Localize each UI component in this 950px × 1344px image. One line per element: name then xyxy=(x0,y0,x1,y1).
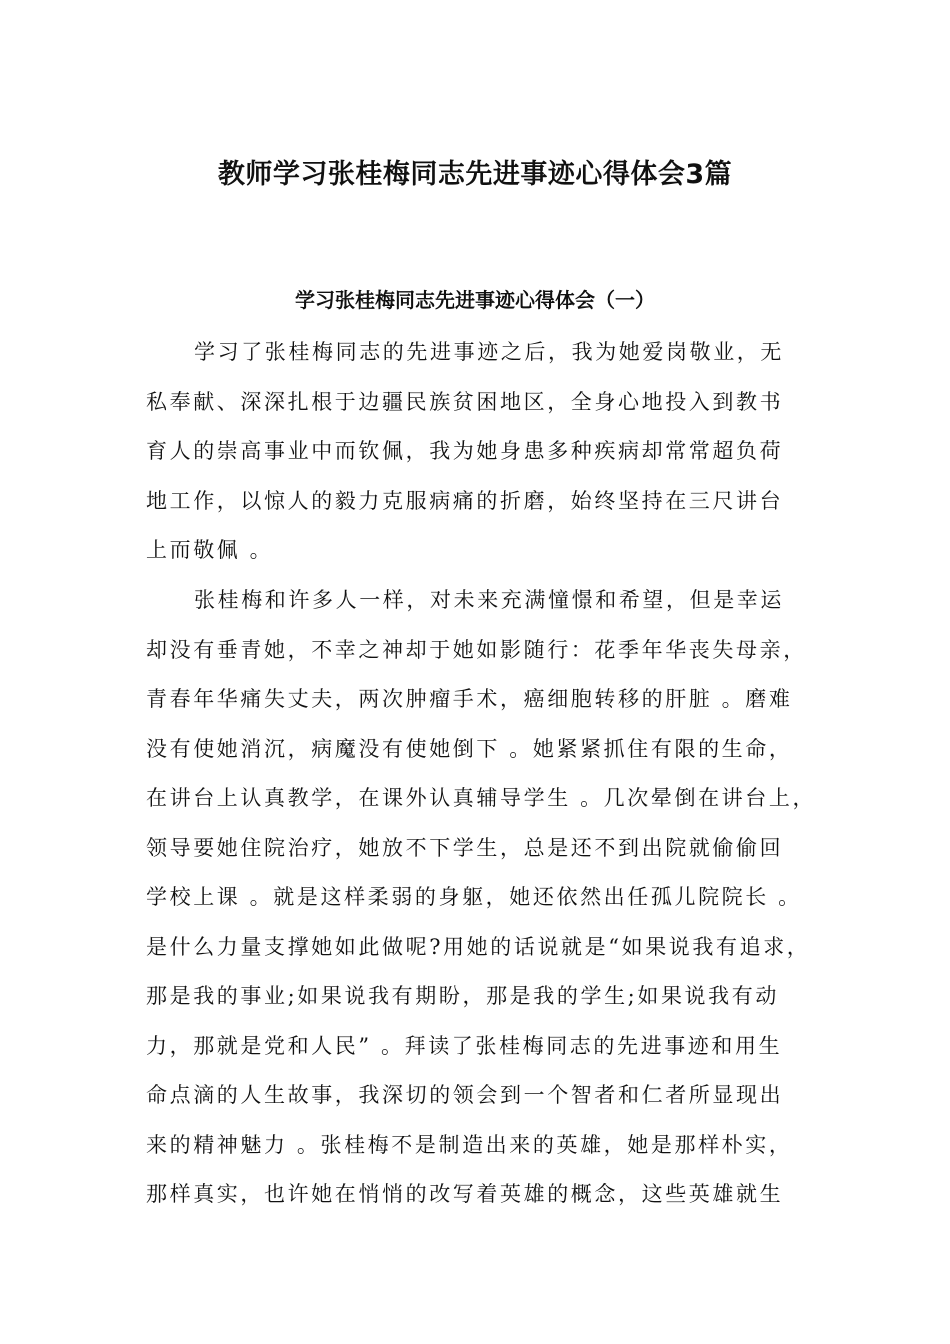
paragraph-line: 上而敬佩 。 xyxy=(146,538,274,562)
paragraph-line: 在讲台上认真教学，在课外认真辅导学生 。几次晕倒在讲台上， xyxy=(146,786,817,810)
paragraph-line: 力，那就是党和人民” 。拜读了张桂梅同志的先进事迹和用生 xyxy=(146,1033,783,1058)
paragraph-line: 来的精神魅力 。张桂梅不是制造出来的英雄，她是那样朴实， xyxy=(146,1132,793,1157)
paragraph-line: 没有使她消沉，病魔没有使她倒下 。她紧紧抓住有限的生命， xyxy=(146,736,793,761)
paragraph-line: 那是我的事业;如果说我有期盼，那是我的学生;如果说我有动 xyxy=(146,984,779,1008)
paragraph-line: 学习了张桂梅同志的先进事迹之后，我为她爱岗敬业，无 xyxy=(194,340,784,364)
paragraph-2 xyxy=(146,576,826,1220)
paragraph-line: 私奉献、深深扎根于边疆民族贫困地区，全身心地投入到教书 xyxy=(146,389,784,414)
paragraph-1 xyxy=(146,328,826,576)
section-title: 学习张桂梅同志先进事迹心得体会（一） xyxy=(295,288,655,312)
paragraph-line: 育人的崇高事业中而钦佩，我为她身患多种疾病却常常超负荷 xyxy=(146,439,784,463)
paragraph-line: 是什么力量支撑她如此做呢?用她的话说就是“如果说我有追求， xyxy=(146,934,811,959)
paragraph-line: 地工作，以惊人的毅力克服病痛的折磨，始终坚持在三尺讲台 xyxy=(146,488,784,513)
document-title: 教师学习张桂梅同志先进事迹心得体会3篇 xyxy=(217,159,733,190)
paragraph-line: 却没有垂青她，不幸之神却于她如影随行：花季年华丧失母亲， xyxy=(146,637,807,662)
paragraph-line: 学校上课 。就是这样柔弱的身躯，她还依然出任孤儿院院长 。 xyxy=(146,885,802,909)
paragraph-line: 领导要她住院治疗，她放不下学生，总是还不到出院就偷偷回 xyxy=(146,835,784,860)
paragraph-line: 那样真实，也许她在悄悄的改写着英雄的概念，这些英雄就生 xyxy=(146,1182,784,1206)
paragraph-line: 张桂梅和许多人一样，对未来充满憧憬和希望，但是幸运 xyxy=(194,588,784,612)
paragraph-line: 命点滴的人生故事，我深切的领会到一个智者和仁者所显现出 xyxy=(146,1083,784,1107)
paragraph-line: 青春年华痛失丈夫，两次肿瘤手术，癌细胞转移的肝脏 。磨难 xyxy=(146,687,793,711)
